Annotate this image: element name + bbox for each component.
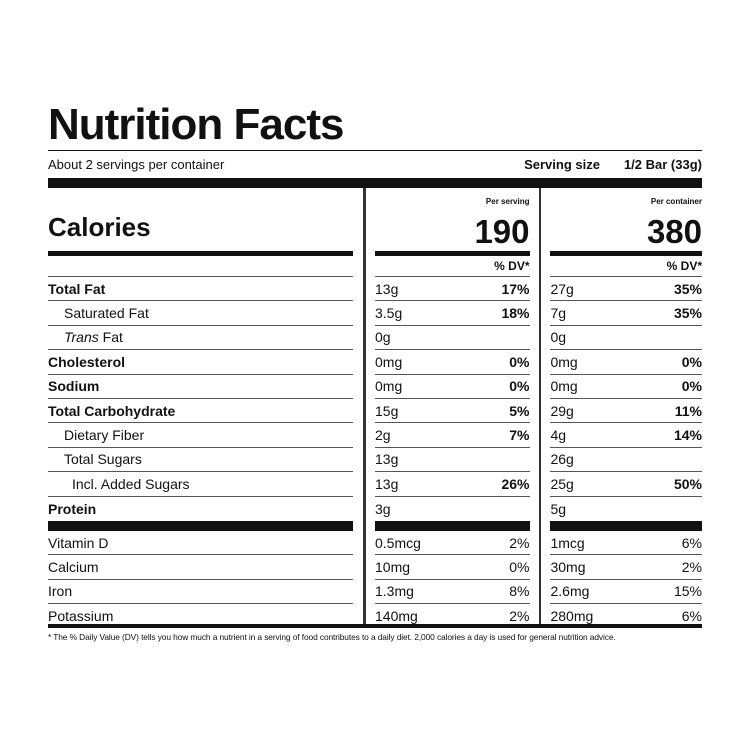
nutrient-row [48,375,353,399]
serving-size-value: 1/2 Bar (33g) [623,157,702,172]
per-container-header [550,188,702,251]
per-serving-column [366,188,539,624]
vitamin-name: Iron [48,583,73,600]
vitamin-divider [375,521,530,531]
nutrient-value-row [375,301,530,325]
nutrient-name-text: Total Carbohydrate [48,402,176,419]
per-container-label: Per container [650,197,702,206]
vitamin-amount: 10mg [375,558,411,575]
vitamin-name: Potassium [48,608,114,625]
nutrient-dv: 14% [673,427,702,444]
nutrient-value-row [375,448,530,472]
nutrient-dv: 50% [673,475,702,492]
nutrient-amount: 13g [375,451,399,468]
nutrient-value-row [375,497,530,521]
servings-line [48,150,702,172]
nutrient-amount: 4g [550,427,567,444]
dv-header-container: % DV* [550,256,702,277]
nutrient-dv: 5% [509,402,530,419]
nutrient-dv: 26% [501,475,530,492]
nutrient-name [48,329,123,345]
nutrient-value-row [550,399,702,423]
vitamin-divider [48,521,353,531]
nutrient-name-text: Saturated Fat [64,305,149,322]
nutrient-dv: 7% [509,427,530,444]
nutrient-value-row [375,350,530,374]
vitamin-amount: 140mg [375,608,418,625]
nutrient-name-text: Cholesterol [48,353,126,370]
nutrient-amount: 3g [375,500,391,517]
nutrient-amount: 26g [550,451,574,468]
vitamin-dv: 6% [681,534,702,551]
nutrient-row [48,277,353,301]
nutrient-dv: 0% [681,353,702,370]
vitamin-value-row [375,580,530,604]
nutrient-value-row [550,350,702,374]
per-serving-header [375,188,530,251]
nutrient-grid [48,188,702,624]
vitamin-amount: 1mcg [550,534,585,551]
nutrient-dv: 11% [674,402,702,419]
dv-header-serving: % DV* [375,256,530,277]
vitamin-row [48,555,353,579]
vitamin-divider [550,521,702,531]
calories-per-container: 380 [646,213,702,250]
vitamin-dv: 2% [681,558,702,575]
nutrient-row [48,399,353,423]
nutrient-row [48,301,353,325]
servings-per-container: About 2 servings per container [48,157,225,172]
nutrient-value-row [550,423,702,447]
nutrient-value-row [375,472,530,496]
nutrient-amount: 13g [375,280,399,297]
nutrient-amount: 5g [550,500,567,517]
vitamin-value-row [550,604,702,628]
nutrient-name [48,501,96,517]
vitamin-amount: 280mg [550,608,594,625]
vitamin-name: Calcium [48,558,99,575]
nutrient-name-text: Incl. Added Sugars [72,475,190,492]
nutrient-row [48,423,353,447]
nutrient-amount: 15g [375,402,399,419]
nutrient-value-row [375,326,530,350]
nutrient-amount: 13g [375,475,399,492]
vitamin-amount: 1.3mg [375,583,414,600]
vitamin-dv: 15% [673,583,702,600]
nutrient-row [48,472,353,496]
nutrient-amount: 0mg [375,353,403,370]
nutrient-value-row [550,277,702,301]
nutrient-dv: 18% [501,305,530,322]
nutrient-value-row [375,375,530,399]
dv-header-blank [48,256,353,277]
vitamin-amount: 30mg [550,558,586,575]
nutrient-amount: 0mg [550,353,578,370]
nutrient-name-text: Sodium [48,378,100,395]
footnote: * The % Daily Value (DV) tells you how much a nutrient in a serving of food contributes to a daily diet. 2,000 calories a day is used for general nutrition advice. [48,632,616,642]
nutrient-dv: 35% [673,305,702,322]
nutrient-amount: 0mg [550,378,578,395]
nutrient-value-row [375,399,530,423]
nutrient-name [48,281,105,297]
nutrient-amount: 7g [550,305,567,322]
vitamin-amount: 0.5mcg [375,534,421,551]
nutrient-name-text: Total Sugars [64,451,142,468]
nutrient-name [48,427,144,443]
nutrient-name-column [48,188,363,624]
vitamin-value-row [375,531,530,555]
vitamin-dv: 8% [509,583,530,600]
nutrient-name [48,354,125,370]
nutrient-name-text: Fat [98,329,123,346]
nutrient-value-row [375,423,530,447]
nutrient-name-text: Protein [48,500,97,517]
vitamin-dv: 2% [509,608,530,625]
nutrient-name-text: Dietary Fiber [64,427,145,444]
nutrient-name [48,451,142,467]
nutrient-amount: 0g [375,329,391,346]
nutrient-amount: 0mg [375,378,403,395]
per-serving-label: Per serving [485,197,530,206]
nutrient-name [48,403,175,419]
vitamin-dv: 0% [509,558,530,575]
nutrient-row [48,326,353,350]
nutrient-amount: 27g [550,280,574,297]
vitamin-value-row [550,555,702,579]
nutrient-dv: 0% [509,353,530,370]
nutrient-dv: 0% [681,378,702,395]
serving-size [524,157,702,172]
vitamin-row [48,580,353,604]
nutrient-name [48,476,190,492]
vitamin-value-row [375,555,530,579]
nutrient-amount: 3.5g [375,305,403,322]
vitamin-value-row [375,604,530,628]
nutrient-dv: 35% [673,280,702,297]
nutrient-row [48,497,353,521]
nutrient-dv: 0% [509,378,530,395]
nutrient-name-italic: Trans [64,329,99,346]
vitamin-value-row [550,531,702,555]
nutrient-amount: 25g [550,475,574,492]
nutrient-dv: 17% [501,280,530,297]
nutrient-amount: 2g [375,427,391,444]
calories-per-serving: 190 [474,213,530,250]
vitamin-amount: 2.6mg [550,583,590,600]
vitamin-row [48,531,353,555]
nutrient-value-row [550,497,702,521]
nutrient-amount: 0g [550,329,567,346]
nutrient-name [48,378,99,394]
nutrient-value-row [550,326,702,350]
vitamin-name: Vitamin D [48,534,109,551]
nutrient-value-row [550,301,702,325]
vitamin-value-row [550,580,702,604]
nutrient-value-row [375,277,530,301]
nutrient-name [48,305,149,321]
per-container-column [541,188,702,624]
calories-label: Calories [48,212,151,242]
label-title: Nutrition Facts [48,100,344,149]
nutrition-facts-label [48,102,702,642]
nutrient-amount: 29g [550,402,574,419]
vitamin-dv: 2% [509,534,530,551]
thick-divider [48,178,702,188]
nutrient-row [48,350,353,374]
nutrient-row [48,448,353,472]
nutrient-value-row [550,448,702,472]
vitamin-dv: 6% [681,608,702,625]
nutrient-name-text: Total Fat [48,280,106,297]
nutrient-value-row [550,472,702,496]
vitamin-row [48,604,353,628]
nutrient-value-row [550,375,702,399]
calories-header [48,188,353,251]
serving-size-label: Serving size [524,157,600,172]
